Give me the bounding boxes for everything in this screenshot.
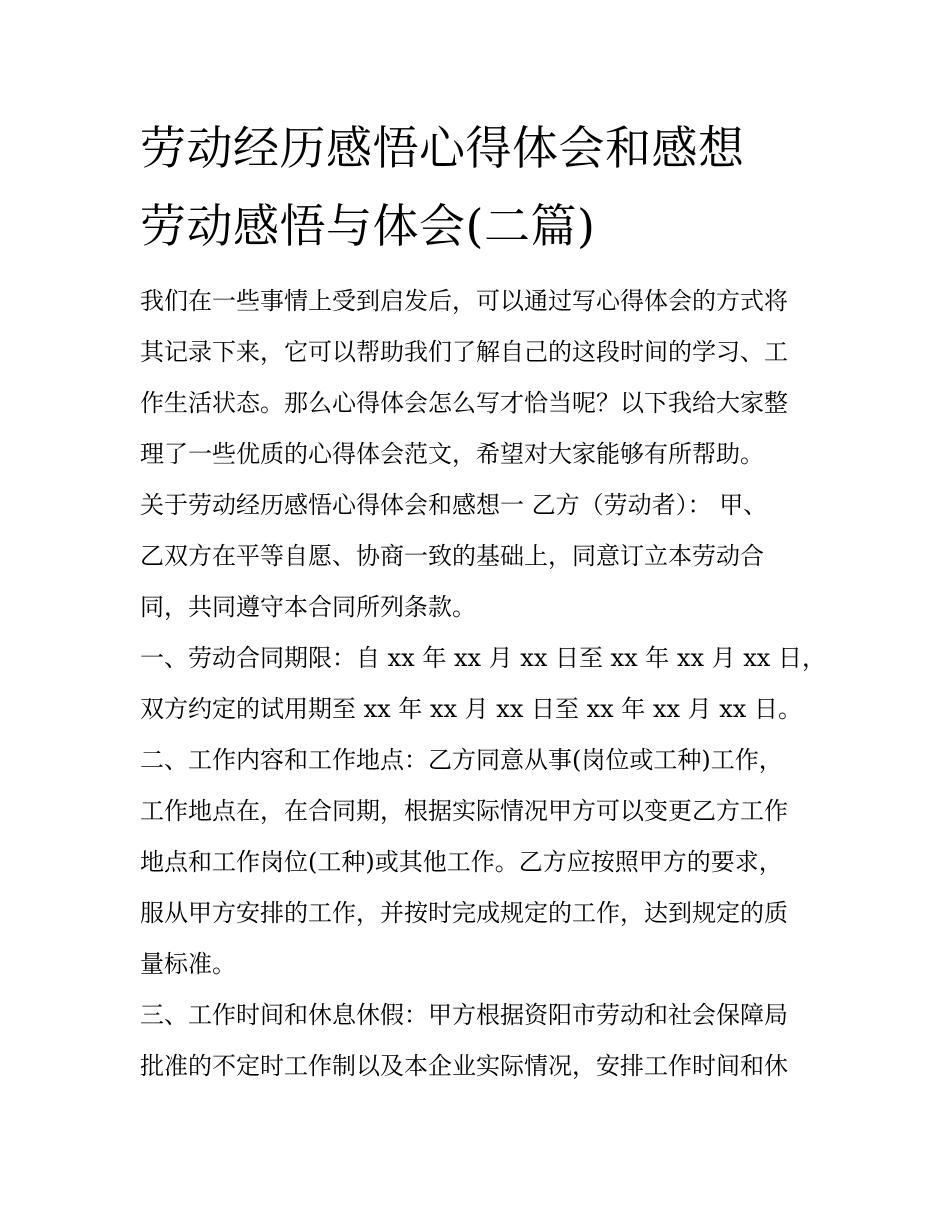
paragraph-line: 量标准。 xyxy=(140,950,236,978)
paragraph-line: 一、劳动合同期限：自 xx 年 xx 月 xx 日至 xx 年 xx 月 xx 日， xyxy=(140,644,826,672)
paragraph-line: 关于劳动经历感悟心得体会和感想一 乙方（劳动者）： 甲、 xyxy=(140,491,768,519)
paragraph-line: 二、工作内容和工作地点：乙方同意从事(岗位或工种)工作， xyxy=(140,746,783,774)
paragraph-line: 同，共同遵守本合同所列条款。 xyxy=(140,593,476,621)
paragraph-line: 三、工作时间和休息休假：甲方根据资阳市劳动和社会保障局 xyxy=(140,1001,788,1029)
paragraph-line: 工作地点在，在合同期，根据实际情况甲方可以变更乙方工作 xyxy=(140,797,788,825)
paragraph-line: 双方约定的试用期至 xx 年 xx 月 xx 日至 xx 年 xx 月 xx 日。 xyxy=(140,695,802,723)
paragraph-line: 我们在一些事情上受到启发后，可以通过写心得体会的方式将 xyxy=(140,287,788,315)
paragraph-line: 其记录下来，它可以帮助我们了解自己的这段时间的学习、工 xyxy=(140,338,788,366)
paragraph-line: 批准的不定时工作制以及本企业实际情况，安排工作时间和休 xyxy=(140,1052,788,1080)
paragraph-line: 乙双方在平等自愿、协商一致的基础上，同意订立本劳动合 xyxy=(140,542,764,570)
document-title-line-1: 劳动经历感悟心得体会和感想 xyxy=(140,121,745,175)
document-title-line-2: 劳动感悟与体会(二篇) xyxy=(140,199,596,253)
paragraph-line: 作生活状态。那么心得体会怎么写才恰当呢？以下我给大家整 xyxy=(140,389,788,417)
paragraph-line: 理了一些优质的心得体会范文，希望对大家能够有所帮助。 xyxy=(140,440,764,468)
paragraph-line: 地点和工作岗位(工种)或其他工作。乙方应按照甲方的要求， xyxy=(140,848,783,876)
paragraph-line: 服从甲方安排的工作，并按时完成规定的工作，达到规定的质 xyxy=(140,899,788,927)
